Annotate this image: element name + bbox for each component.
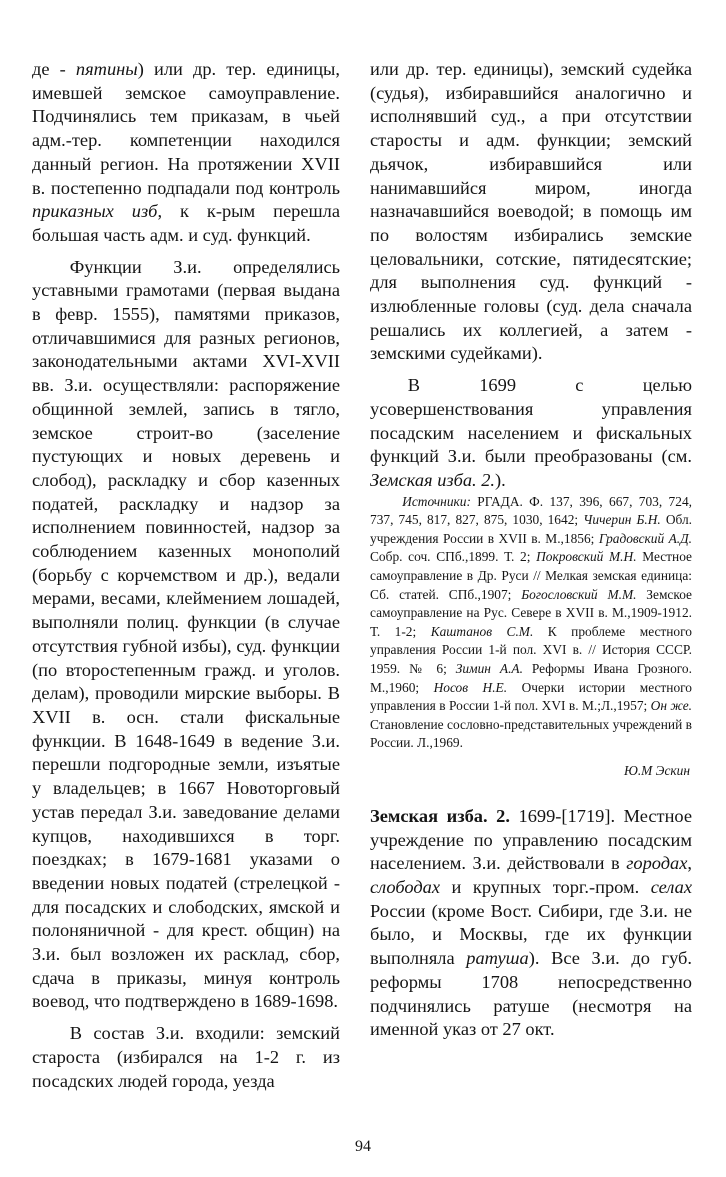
source-author: Чичерин Б.Н. — [583, 512, 661, 528]
entry-text: ). Все З.и. до губ. реформы 1708 непосредственно подчинялись ратуше (несмотря на именной указ от 27 окт. — [370, 948, 692, 1040]
term-link-ratusha: ратуша — [466, 948, 529, 969]
entry-headword: Земская изба. 2. — [370, 805, 510, 826]
source-author: Покровский М.Н. — [536, 549, 637, 565]
term-link-sela: селах — [650, 877, 692, 898]
left-column — [32, 58, 340, 1093]
right-column — [370, 58, 692, 1042]
entry-text: и крупных торг.-пром. — [439, 877, 651, 898]
cross-reference: Земская изба. 2. — [370, 469, 495, 490]
paragraph-reform-1699 — [370, 374, 692, 493]
source-text: К проблеме местного управления России 1-й пол. XVI в. // История СССР. 1959. № 6; — [370, 623, 692, 676]
paragraph-gap — [32, 248, 340, 256]
source-text: Обл. учреждения России в XVII в. М.,1856; — [370, 512, 692, 546]
page-number: 94 — [355, 1138, 371, 1155]
sources-block — [370, 493, 692, 753]
text-fragment: В 1699 с целью усовершенствования управления посадским населением и фискальных функций З.и. были преобразованы (см. — [370, 375, 692, 467]
term-link-slobody: слободах — [370, 877, 440, 898]
paragraph-gap — [370, 366, 692, 374]
text-fragment: де - — [32, 59, 76, 79]
text-fragment: , к к-рым перешла большая часть адм. и суд. функций. — [32, 201, 340, 245]
term-link-prikaznye-izby: приказных изб — [32, 201, 158, 222]
source-author: Носов Н.Е. — [433, 679, 508, 695]
text-fragment: ) или др. тер. единицы, имевшей земское самоуправление. Подчинялись тем приказам, в чьей адм.-тер. компетенции находился данный регион. На протяжении XVII в. постепенно подпадали под контроль — [32, 59, 340, 198]
paragraph-composition: В состав З.и. входили: земский староста (избирался на 1-2 г. из посадских людей города, уезда — [32, 1023, 340, 1091]
text-fragment: ). — [495, 469, 506, 490]
source-text: Собр. соч. СПб.,1899. Т. 2; — [370, 549, 537, 565]
entry-text: 1699-[1719]. Местное учреждение по управлению посадским населением. З.и. действовали в — [370, 805, 692, 874]
paragraph-gap — [32, 1014, 340, 1022]
source-author: Он же. — [650, 698, 692, 714]
paragraph-continuation — [32, 58, 340, 248]
source-author: Богословский М.М. — [521, 586, 637, 602]
source-text: Местное самоуправление в Др. Руси // Мелкая земская единица: Сб. статей. СПб.,1907; — [370, 549, 692, 602]
paragraph-composition-cont: или др. тер. единицы), земский судейка (судья), избиравшийся аналогично и исполнявший суд., а при отсутствии старосты и адм. функции; земский дьячок, избиравшийся или нанимавшийся миром, иногда назначавшийся воеводой; в помощь им по волостям избирались земские целовальники, сотские, пятидесятские; для выполнения суд. функций - излюбленные головы (суд. дела сначала решались их коллегией, а затем - земскими судейками). — [370, 59, 692, 364]
term-link-goroda: городах — [626, 853, 688, 874]
source-author: Зимин А.А. — [455, 661, 523, 676]
sources-label: Источники: — [402, 493, 471, 509]
article-author: Ю.М Эскин — [624, 762, 690, 778]
entry-zemskaya-izba-2 — [370, 805, 692, 1042]
source-text: Земское самоуправление на Рус. Севере в XVII в. М.,1909-1912. Т. 1-2; — [370, 586, 692, 639]
entry-separator — [370, 779, 692, 805]
source-text: Очерки истории местного управления в России 1-й пол. XVI в. М.;Л.,1957; — [370, 679, 692, 714]
source-text: Становление сословно-представительных учреждений в России. Л.,1969. — [370, 716, 692, 751]
entry-text: , — [687, 853, 692, 874]
entry-text: России (кроме Вост. Сибири, где З.и. не было, и Москвы, где их функции выполняла — [370, 900, 692, 969]
term-link-pyatiny: пятины — [75, 59, 138, 79]
source-author: Градовский А.Д. — [598, 530, 692, 546]
source-text: РГАДА. Ф. 137, 396, 667, 703, 724, 737, 745, 817, 827, 875, 1030, 1642; — [370, 493, 692, 528]
paragraph-functions: Функции З.и. определялись уставными грамотами (первая выдана в февр. 1555), памятями приказов, отличавшимися для разных регионов, законодательными актами XVI-XVII вв. З.и. осуществляли: распоряжение общинной землей, запись в тягло, земское строит-во (заселение пустующих и новых деревень и слобод), раскладку и сбор казенных податей, раскладку и надзор за исполнением повинностей, надзор за соблюдением казенных монополий (борьбу с корчемством и др.), ведали мерами, весами, клеймением лошадей, выполняли полиц. функции (в случае отсутствия губной избы), суд. функции (по второстепенным гражд. и уголов. делам), проводили мирские выборы. В XVII в. осн. стали фискальные функции. В 1648-1649 в ведение З.и. перешли подгородные земли, изъятые у владельцев; в 1667 Новоторговый устав передал З.и. заведование делами купцов, находившихся в торг. поездках; в 1679-1681 указами о введении новых податей (стрелецкой - для посадских и слободских, ямской и полоняничной - для крест. общин) на З.и. был возложен их расклад, сбор, сдача в приказы, минуя контроль воевод, что подтверждено в 1689-1698. — [32, 256, 340, 1012]
source-text: Реформы Ивана Грозного. М.,1960; — [370, 661, 692, 695]
source-author: Каштанов С.М. — [430, 623, 534, 639]
